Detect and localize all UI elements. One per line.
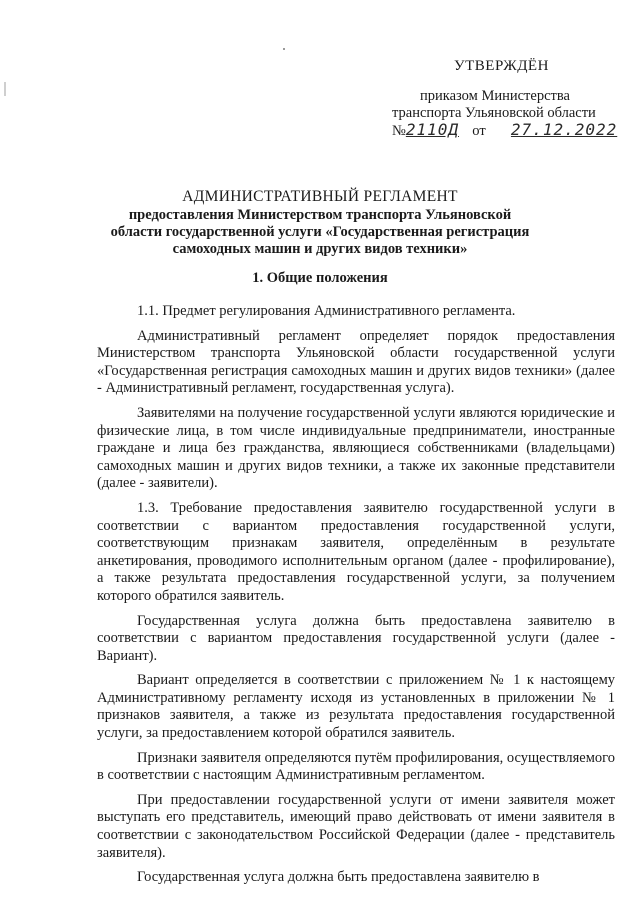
order-date: 27.12.2022 xyxy=(510,120,618,139)
paragraph: Государственная услуга должна быть предоставлена заявителю в xyxy=(137,869,540,886)
section-title: 1. Общие положения xyxy=(252,270,388,286)
paragraph: 1.1. Предмет регулирования Административного регламента. xyxy=(137,303,516,319)
number-prefix: № xyxy=(392,123,406,139)
scan-dot xyxy=(283,48,285,50)
approval-line-1: приказом Министерства xyxy=(420,88,570,104)
approval-number-date xyxy=(392,120,617,140)
paragraph: Вариант определяется в соответствии с приложением № 1 к настоящему Административному регламенту исходя из установленных в приложении № 1 признаков заявителя, а также из результата предоставления государственной услуги, за предоставлением которой обратился заявитель. xyxy=(97,672,615,742)
paragraph: При предоставлении государственной услуги от имени заявителя может выступать его представитель, имеющий право действовать от имени заявителя в соответствии с законодательством Российской Федерации (далее - представитель заявителя). xyxy=(97,791,615,861)
paragraph: Административный регламент определяет порядок предоставления Министерством транспорта Ульяновской области государственной услуги «Государственная регистрация самоходных машин и других видов техники» (далее - Административный регламент, государственная услуга). xyxy=(97,327,615,397)
document-title: АДМИНИСТРАТИВНЫЙ РЕГЛАМЕНТ xyxy=(182,188,458,205)
paragraph: Государственная услуга должна быть предоставлена заявителю в соответствии с вариантом предоставления государственной услуги (далее - Вариант). xyxy=(97,612,615,664)
approval-line-2: транспорта Ульяновской области xyxy=(392,105,596,121)
paragraph: Заявителями на получение государственной услуги являются юридические и физические лица, в том числе индивидуальные предприниматели, иностранные граждане и лица без гражданства, являющиеся собственниками (владельцами) самоходных машин и других видов техники, а также их законные представители (далее - заявители). xyxy=(97,404,615,492)
order-number: 2110Д xyxy=(405,120,460,139)
document-subtitle: предоставления Министерством транспорта Ульяновской области государственной услуги «Государственная регистрация самоходных машин и других видов техники» xyxy=(110,207,530,257)
paragraph: Признаки заявителя определяются путём профилирования, осуществляемого в соответствии с настоящим Административным регламентом. xyxy=(97,749,615,784)
paragraph: 1.3. Требование предоставления заявителю государственной услуги в соответствии с вариантом предоставления государственной услуги, соответствующим признакам заявителя, определённым в результате анкетирования, проводимого исполнительным органом (далее - профилирование), а также результата предоставления государственной услуги, за получением которого обратился заявитель. xyxy=(97,499,615,604)
document-body xyxy=(97,303,615,887)
scan-margin-mark xyxy=(4,82,6,96)
date-prefix: от xyxy=(472,123,486,139)
approval-title: УТВЕРЖДЁН xyxy=(454,58,549,74)
